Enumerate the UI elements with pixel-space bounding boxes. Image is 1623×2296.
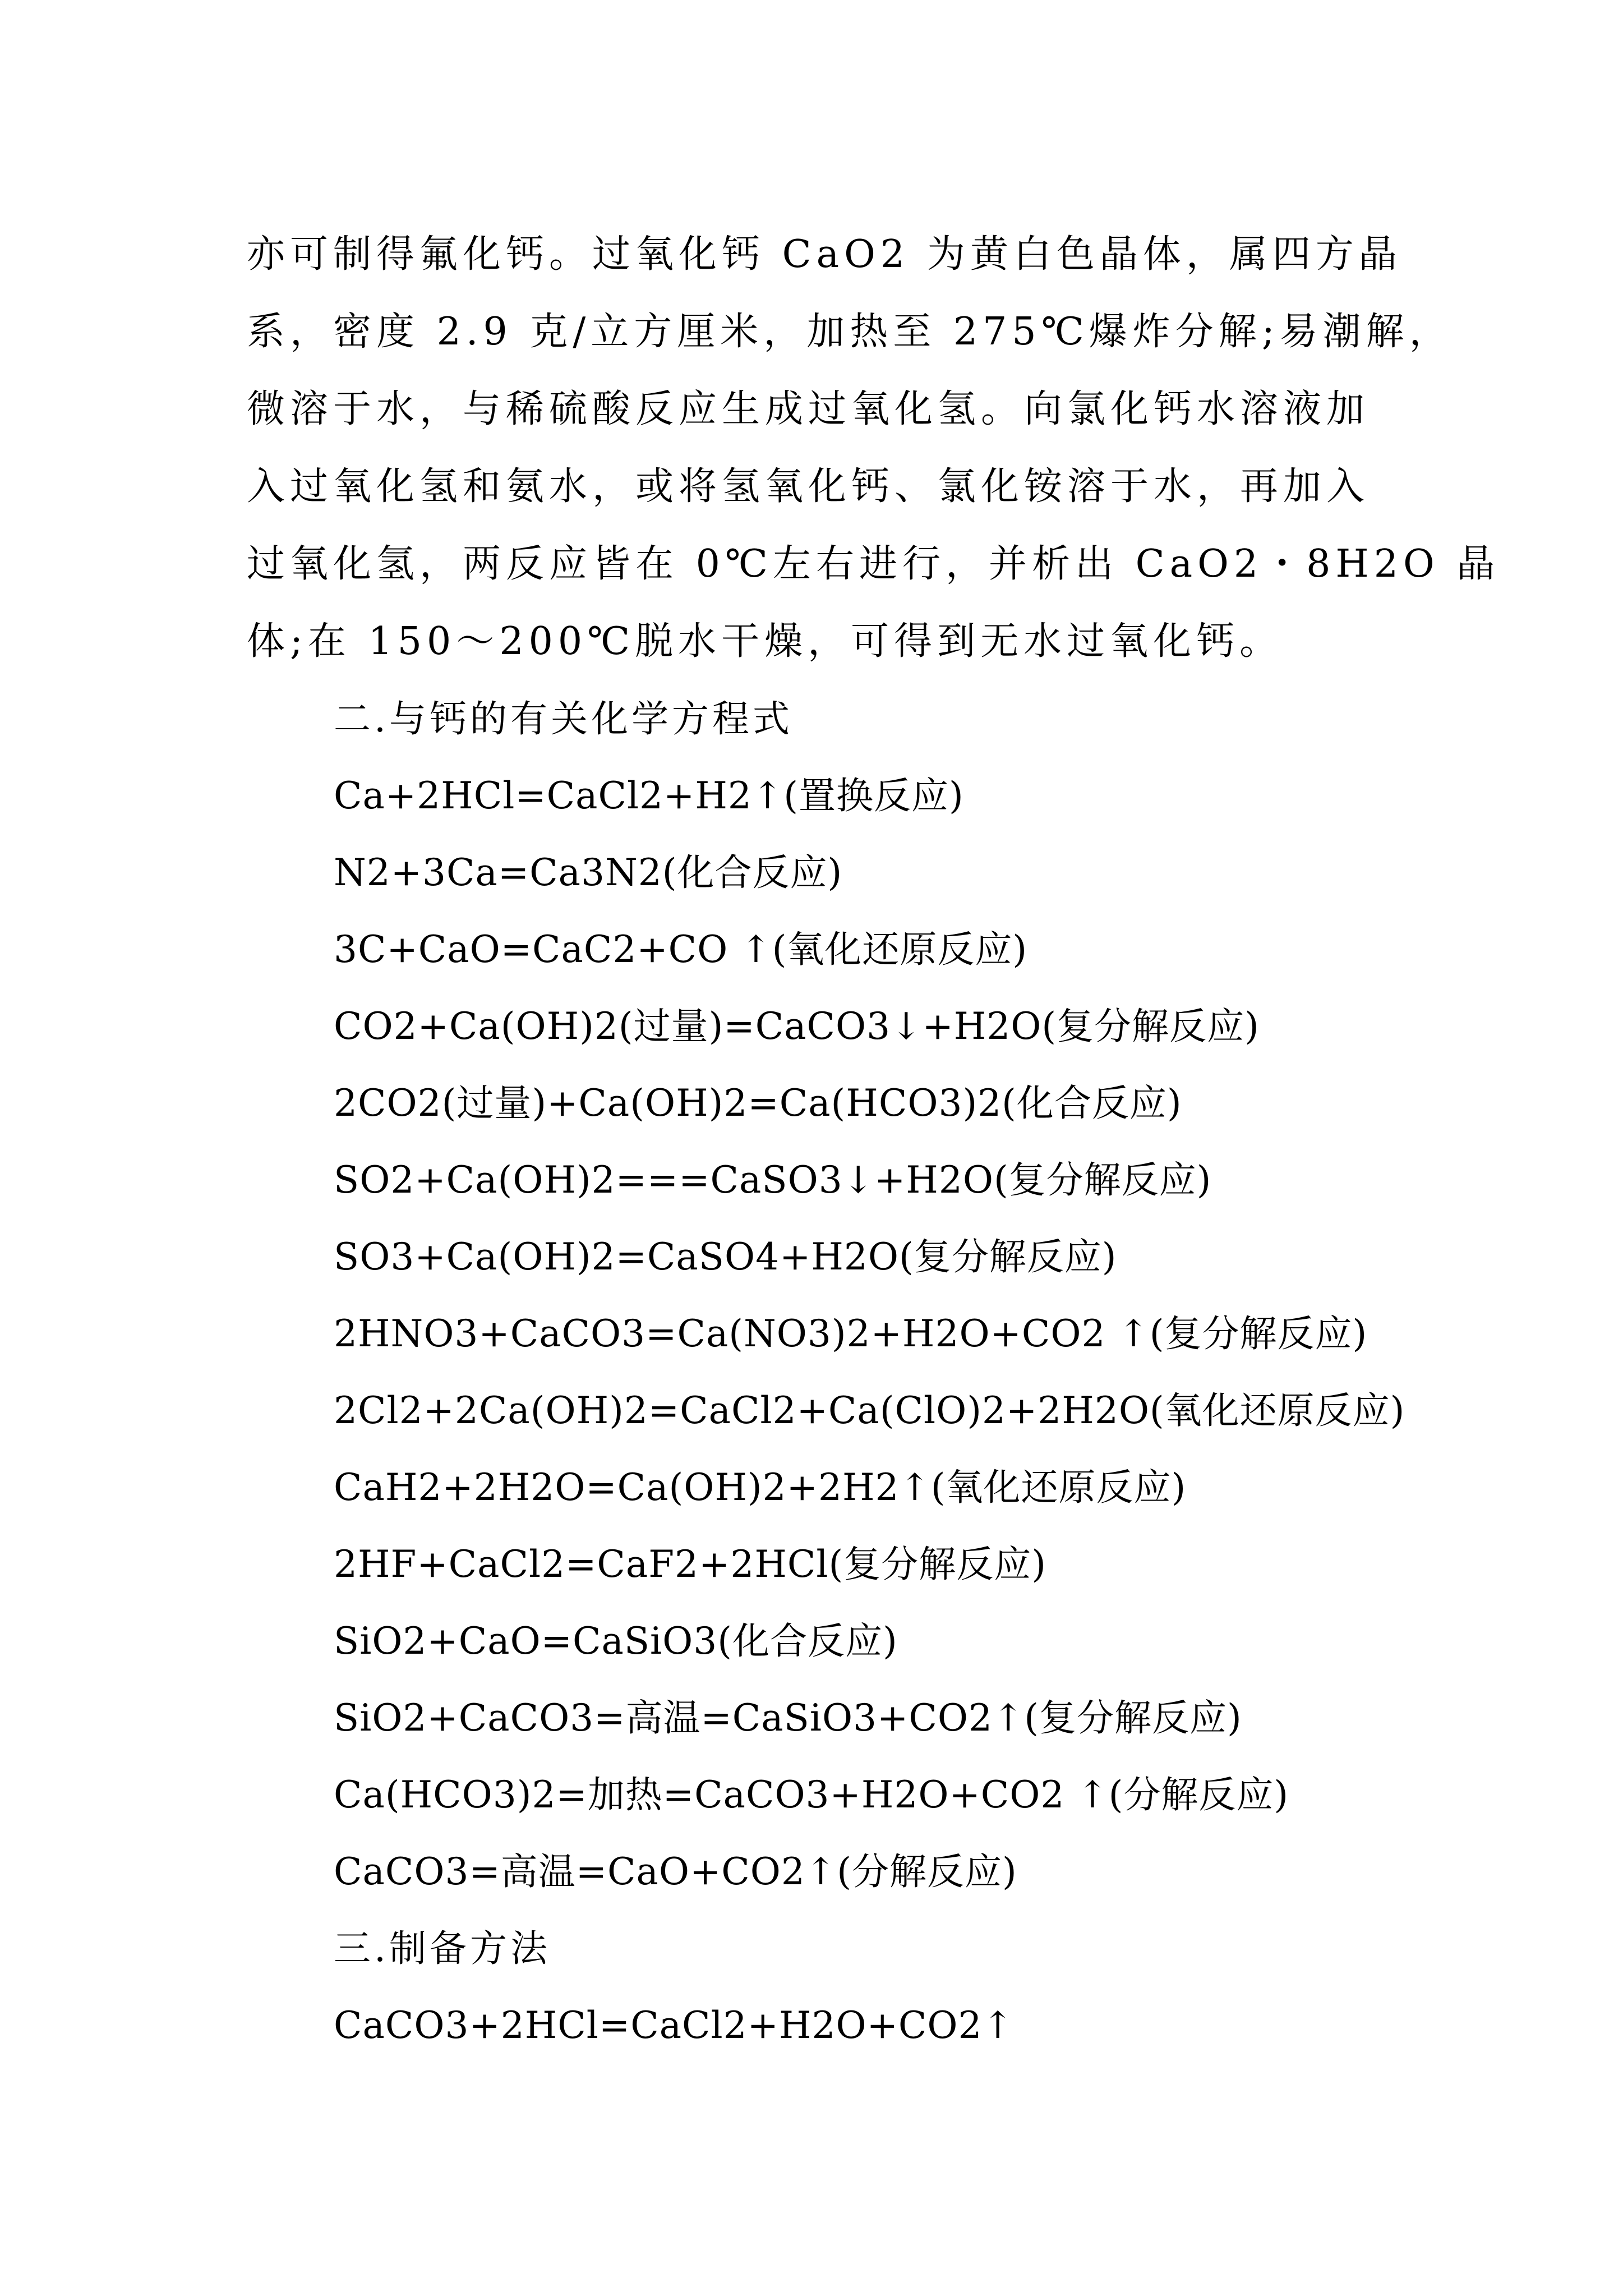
- equation-line: SiO2+CaCO3=高温=CaSiO3+CO2↑(复分解反应): [334, 1696, 1242, 1740]
- equation-line: 2Cl2+2Ca(OH)2=CaCl2+Ca(ClO)2+2H2O(氧化还原反应): [334, 1389, 1405, 1432]
- section-heading: 二.与钙的有关化学方程式: [334, 697, 793, 740]
- equation-line: 2CO2(过量)+Ca(OH)2=Ca(HCO3)2(化合反应): [334, 1082, 1182, 1125]
- equation-line: SO3+Ca(OH)2=CaSO4+H2O(复分解反应): [334, 1235, 1117, 1278]
- intro-paragraph: [247, 216, 1500, 680]
- equation-line: 2HNO3+CaCO3=Ca(NO3)2+H2O+CO2 ↑(复分解反应): [334, 1312, 1368, 1355]
- equation-line: SiO2+CaO=CaSiO3(化合反应): [334, 1619, 898, 1663]
- section-heading: 三.制备方法: [334, 1927, 551, 1970]
- equation-line: N2+3Ca=Ca3N2(化合反应): [334, 851, 843, 894]
- equation-line: 3C+CaO=CaC2+CO ↑(氧化还原反应): [334, 928, 1028, 971]
- paragraph-line: 系，密度 2.9 克/立方厘米，加热至 275℃爆炸分解;易潮解，: [247, 310, 1453, 354]
- equation-line: Ca+2HCl=CaCl2+H2↑(置换反应): [334, 774, 964, 817]
- paragraph-line: 微溶于水，与稀硫酸反应生成过氧化氢。向氯化钙水溶液加: [247, 387, 1370, 431]
- equation-line: CaCO3=高温=CaO+CO2↑(分解反应): [334, 1850, 1017, 1893]
- equation-line: CaH2+2H2O=Ca(OH)2+2H2↑(氧化还原反应): [334, 1466, 1187, 1509]
- equation-list: [334, 680, 1405, 2064]
- equation-line: CO2+Ca(OH)2(过量)=CaCO3↓+H2O(复分解反应): [334, 1005, 1260, 1048]
- equation-line: 2HF+CaCl2=CaF2+2HCl(复分解反应): [334, 1543, 1046, 1586]
- equation-line: SO2+Ca(OH)2===CaSO3↓+H2O(复分解反应): [334, 1158, 1212, 1202]
- paragraph-line: 亦可制得氟化钙。过氧化钙 CaO2 为黄白色晶体，属四方晶: [247, 232, 1402, 277]
- equation-line: CaCO3+2HCl=CaCl2+H2O+CO2↑: [334, 2004, 1014, 2047]
- equation-line: Ca(HCO3)2=加热=CaCO3+H2O+CO2 ↑(分解反应): [334, 1773, 1289, 1816]
- paragraph-line: 体;在 150～200℃脱水干燥，可得到无水过氧化钙。: [247, 619, 1283, 664]
- paragraph-line: 过氧化氢，两反应皆在 0℃左右进行，并析出 CaO2・8H2O 晶: [247, 542, 1500, 586]
- paragraph-line: 入过氧化氢和氨水，或将氢氧化钙、氯化铵溶于水，再加入: [247, 464, 1370, 509]
